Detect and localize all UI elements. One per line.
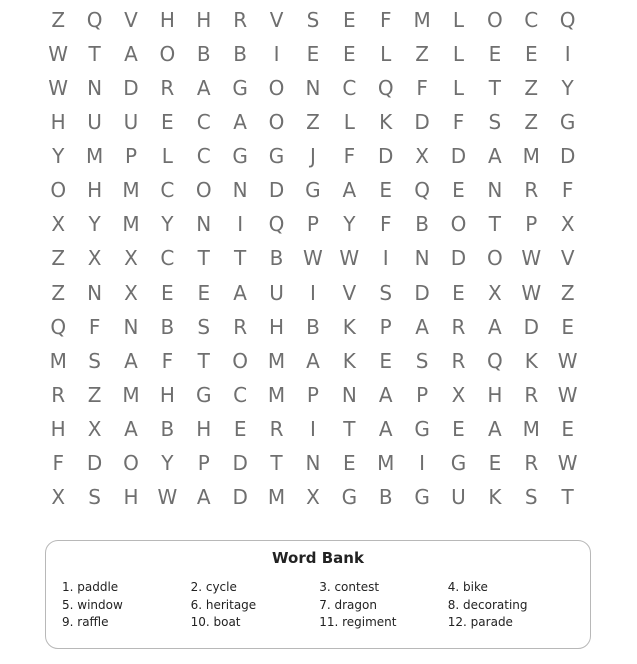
grid-letter: F (343, 144, 356, 169)
grid-letter: X (87, 246, 102, 271)
grid-letter: A (415, 314, 429, 339)
grid-letter: U (269, 280, 284, 305)
grid-letter: D (123, 76, 139, 101)
grid-letter: X (51, 212, 66, 237)
grid-letter: E (561, 416, 574, 441)
grid-letter: G (341, 484, 358, 509)
grid-letter: M (122, 212, 140, 237)
grid-letter: I (419, 450, 426, 475)
grid-letter: N (414, 246, 430, 271)
grid-letter: N (87, 280, 103, 305)
grid-letter: Z (524, 110, 539, 135)
grid-letter: X (124, 280, 138, 305)
grid-letter: E (161, 110, 174, 135)
letter-grid (40, 3, 586, 514)
grid-letter: D (378, 144, 394, 169)
grid-letter: R (51, 382, 66, 407)
grid-letter: N (487, 178, 503, 203)
grid-letter: E (343, 42, 356, 67)
grid-letter: H (50, 110, 66, 135)
grid-letter: C (524, 8, 539, 33)
grid-letter: V (124, 8, 138, 33)
word-bank-item: 12. parade (447, 615, 513, 629)
grid-letter: F (88, 314, 101, 339)
grid-letter: S (415, 348, 429, 373)
grid-letter: H (123, 484, 139, 509)
grid-letter: R (524, 382, 539, 407)
grid-letter: Q (86, 8, 103, 33)
grid-letter: B (160, 416, 175, 441)
grid-letter: C (196, 110, 211, 135)
grid-letter: T (270, 450, 283, 475)
grid-letter: E (343, 450, 356, 475)
grid-letter: N (232, 178, 248, 203)
grid-letter: G (305, 178, 321, 203)
word-bank-list (62, 579, 576, 632)
grid-letter: F (161, 348, 174, 373)
grid-letter: B (196, 42, 211, 67)
grid-letter: O (268, 110, 285, 135)
grid-letter: L (452, 8, 465, 33)
grid-letter: V (269, 8, 284, 33)
grid-letter: U (87, 110, 102, 135)
grid-letter: E (379, 178, 393, 203)
grid-letter: O (232, 348, 249, 373)
grid-letter: X (415, 144, 429, 169)
grid-letter: E (379, 348, 393, 373)
grid-letter: S (88, 348, 101, 373)
word-bank (45, 540, 591, 649)
grid-letter: G (268, 144, 285, 169)
grid-letter: W (557, 348, 578, 373)
grid-letter: P (416, 382, 429, 407)
grid-letter: T (561, 484, 574, 509)
grid-letter: B (415, 212, 429, 237)
grid-letter: M (122, 382, 140, 407)
grid-letter: Z (306, 110, 320, 135)
grid-letter: A (196, 76, 211, 101)
grid-letter: C (233, 382, 248, 407)
grid-letter: D (523, 314, 539, 339)
grid-letter: C (342, 76, 357, 101)
grid-letter: S (488, 110, 502, 135)
grid-letter: R (524, 450, 539, 475)
grid-letter: R (233, 314, 248, 339)
grid-letter: O (487, 8, 503, 33)
grid-letter: F (52, 450, 64, 475)
grid-letter: K (379, 110, 393, 135)
grid-letter: H (196, 416, 212, 441)
word-bank-item: 9. raffle (62, 615, 109, 629)
grid-letter: W (157, 484, 178, 509)
grid-letter: W (303, 246, 323, 271)
grid-letter: O (268, 76, 285, 101)
grid-letter: S (524, 484, 538, 509)
word-bank-item: 7. dragon (319, 597, 377, 612)
grid-letter: F (452, 110, 465, 135)
grid-letter: I (273, 42, 280, 67)
grid-letter: K (524, 348, 538, 373)
grid-letter: A (488, 416, 502, 441)
grid-letter: R (160, 76, 175, 101)
grid-letter: B (306, 314, 320, 339)
grid-letter: P (379, 314, 392, 339)
grid-letter: M (49, 348, 67, 373)
grid-letter: W (521, 280, 542, 305)
grid-letter: Z (524, 76, 539, 101)
grid-letter: X (87, 416, 102, 441)
grid-letter: Y (52, 144, 65, 169)
grid-letter: X (306, 484, 320, 509)
grid-letter: A (306, 348, 320, 373)
grid-letter: B (233, 42, 248, 67)
grid-letter: V (342, 280, 357, 305)
grid-letter: A (233, 280, 247, 305)
grid-letter: M (522, 144, 540, 169)
grid-letter: T (488, 212, 501, 237)
grid-letter: L (343, 110, 355, 135)
grid-letter: N (87, 76, 103, 101)
grid-letter: Z (51, 280, 66, 305)
grid-letter: P (197, 450, 210, 475)
grid-letter: C (160, 178, 175, 203)
grid-letter: W (557, 450, 578, 475)
grid-letter: A (488, 314, 502, 339)
grid-letter: E (161, 280, 174, 305)
grid-letter: R (524, 178, 539, 203)
grid-letter: D (414, 280, 430, 305)
grid-letter: B (378, 484, 393, 509)
grid-letter: D (450, 246, 467, 271)
grid-letter: H (196, 8, 212, 33)
grid-letter: F (379, 8, 392, 33)
grid-letter: F (379, 212, 392, 237)
grid-letter: H (487, 382, 503, 407)
grid-letter: T (197, 246, 210, 271)
grid-letter: G (232, 76, 248, 101)
grid-letter: I (237, 212, 244, 237)
grid-letter: U (123, 110, 139, 135)
grid-letter: Y (88, 212, 101, 237)
grid-letter: B (269, 246, 284, 271)
grid-letter: M (85, 144, 104, 169)
grid-letter: D (414, 110, 430, 135)
grid-letter: G (414, 416, 430, 441)
grid-letter: B (160, 314, 175, 339)
grid-letter: Q (50, 314, 67, 339)
grid-letter: K (342, 314, 356, 339)
grid-letter: D (450, 144, 467, 169)
grid-letter: S (379, 280, 393, 305)
grid-letter: L (452, 76, 465, 101)
word-bank-item: 2. cycle (190, 580, 237, 594)
grid-letter: A (196, 484, 211, 509)
grid-letter: A (124, 42, 138, 67)
grid-letter: E (524, 42, 538, 67)
grid-letter: E (233, 416, 247, 441)
grid-letter: P (124, 144, 137, 169)
grid-letter: A (488, 144, 502, 169)
grid-letter: Y (561, 76, 574, 101)
grid-letter: W (557, 382, 578, 407)
grid-letter: X (51, 484, 66, 509)
grid-letter: U (451, 484, 466, 509)
grid-letter: E (452, 280, 465, 305)
grid-letter: O (123, 450, 139, 475)
grid-letter: M (522, 416, 540, 441)
grid-letter: Q (487, 348, 503, 373)
grid-letter: H (87, 178, 103, 203)
grid-letter: Z (560, 280, 575, 305)
grid-letter: H (50, 416, 66, 441)
grid-letter: M (267, 382, 286, 407)
grid-letter: A (378, 382, 393, 407)
grid-letter: G (196, 382, 212, 407)
grid-letter: L (380, 42, 392, 67)
grid-letter: Q (559, 8, 576, 33)
grid-letter: Z (51, 246, 66, 271)
word-bank-item: 3. contest (319, 580, 380, 594)
grid-letter: C (196, 144, 211, 169)
grid-letter: L (161, 144, 173, 169)
word-bank-item: 6. heritage (190, 597, 257, 612)
grid-letter: P (306, 382, 319, 407)
grid-letter: J (309, 144, 316, 169)
grid-letter: R (269, 416, 284, 441)
grid-letter: Z (87, 382, 102, 407)
word-bank-item: 8. decorating (447, 597, 528, 612)
grid-letter: O (50, 178, 67, 203)
grid-letter: I (564, 42, 571, 67)
grid-letter: E (488, 450, 502, 475)
grid-letter: D (232, 484, 248, 509)
word-bank-item: 11. regiment (319, 615, 397, 629)
grid-letter: I (309, 280, 316, 305)
grid-letter: E (197, 280, 211, 305)
grid-letter: X (124, 246, 138, 271)
grid-letter: K (342, 348, 356, 373)
grid-letter: A (124, 348, 138, 373)
grid-letter: A (378, 416, 393, 441)
grid-letter: T (343, 416, 356, 441)
grid-letter: W (339, 246, 360, 271)
grid-letter: Z (415, 42, 429, 67)
grid-letter: Z (51, 8, 66, 33)
grid-letter: N (341, 382, 357, 407)
word-bank-item: 1. paddle (62, 580, 119, 594)
grid-letter: G (414, 484, 430, 509)
grid-letter: W (521, 246, 542, 271)
grid-letter: R (233, 8, 248, 33)
grid-letter: S (88, 484, 101, 509)
grid-letter: A (233, 110, 247, 135)
grid-letter: L (452, 42, 465, 67)
grid-letter: Q (377, 76, 394, 101)
grid-letter: I (309, 416, 316, 441)
grid-letter: O (487, 246, 503, 271)
grid-letter: I (382, 246, 389, 271)
grid-letter: Y (161, 450, 174, 475)
grid-letter: G (232, 144, 248, 169)
grid-letter: M (267, 484, 286, 509)
word-bank-item: 4. bike (447, 580, 488, 594)
grid-letter: M (267, 348, 286, 373)
grid-letter: K (488, 484, 502, 509)
grid-letter: G (450, 450, 467, 475)
grid-letter: E (561, 314, 574, 339)
grid-letter: H (269, 314, 285, 339)
grid-letter: R (451, 348, 466, 373)
grid-letter: P (525, 212, 538, 237)
grid-letter: N (305, 76, 321, 101)
grid-letter: H (159, 382, 175, 407)
grid-letter: X (451, 382, 466, 407)
grid-letter: O (450, 212, 467, 237)
word-bank-item: 10. boat (190, 615, 241, 629)
grid-letter: X (488, 280, 502, 305)
grid-letter: E (452, 178, 465, 203)
grid-letter: G (559, 110, 576, 135)
grid-letter: W (48, 76, 69, 101)
grid-letter: A (342, 178, 357, 203)
grid-letter: H (159, 8, 175, 33)
grid-letter: M (377, 450, 395, 475)
grid-letter: F (416, 76, 428, 101)
grid-letter: D (559, 144, 576, 169)
grid-letter: E (343, 8, 356, 33)
grid-letter: N (305, 450, 321, 475)
grid-letter: N (196, 212, 212, 237)
grid-letter: T (488, 76, 501, 101)
grid-letter: R (451, 314, 466, 339)
grid-letter: D (232, 450, 248, 475)
grid-letter: T (197, 348, 210, 373)
grid-letter: W (48, 42, 69, 67)
grid-letter: Y (343, 212, 356, 237)
grid-letter: C (160, 246, 175, 271)
grid-letter: X (560, 212, 575, 237)
grid-letter: V (560, 246, 575, 271)
grid-letter: D (86, 450, 103, 475)
grid-letter: T (234, 246, 247, 271)
grid-letter: O (195, 178, 212, 203)
grid-letter: M (122, 178, 140, 203)
grid-letter: Q (268, 212, 285, 237)
grid-letter: A (124, 416, 138, 441)
grid-letter: S (306, 8, 320, 33)
grid-letter: Q (414, 178, 430, 203)
grid-letter: E (306, 42, 320, 67)
word-bank-item: 5. window (62, 597, 123, 612)
grid-letter: M (413, 8, 431, 33)
grid-letter: E (488, 42, 502, 67)
grid-letter: F (561, 178, 574, 203)
grid-letter: O (159, 42, 176, 67)
grid-letter: E (452, 416, 465, 441)
grid-letter: T (88, 42, 101, 67)
grid-letter: Y (161, 212, 174, 237)
grid-letter: D (268, 178, 285, 203)
grid-letter: P (306, 212, 319, 237)
grid-letter: S (197, 314, 211, 339)
grid-letter: N (123, 314, 139, 339)
word-bank-title: Word Bank (272, 549, 364, 567)
